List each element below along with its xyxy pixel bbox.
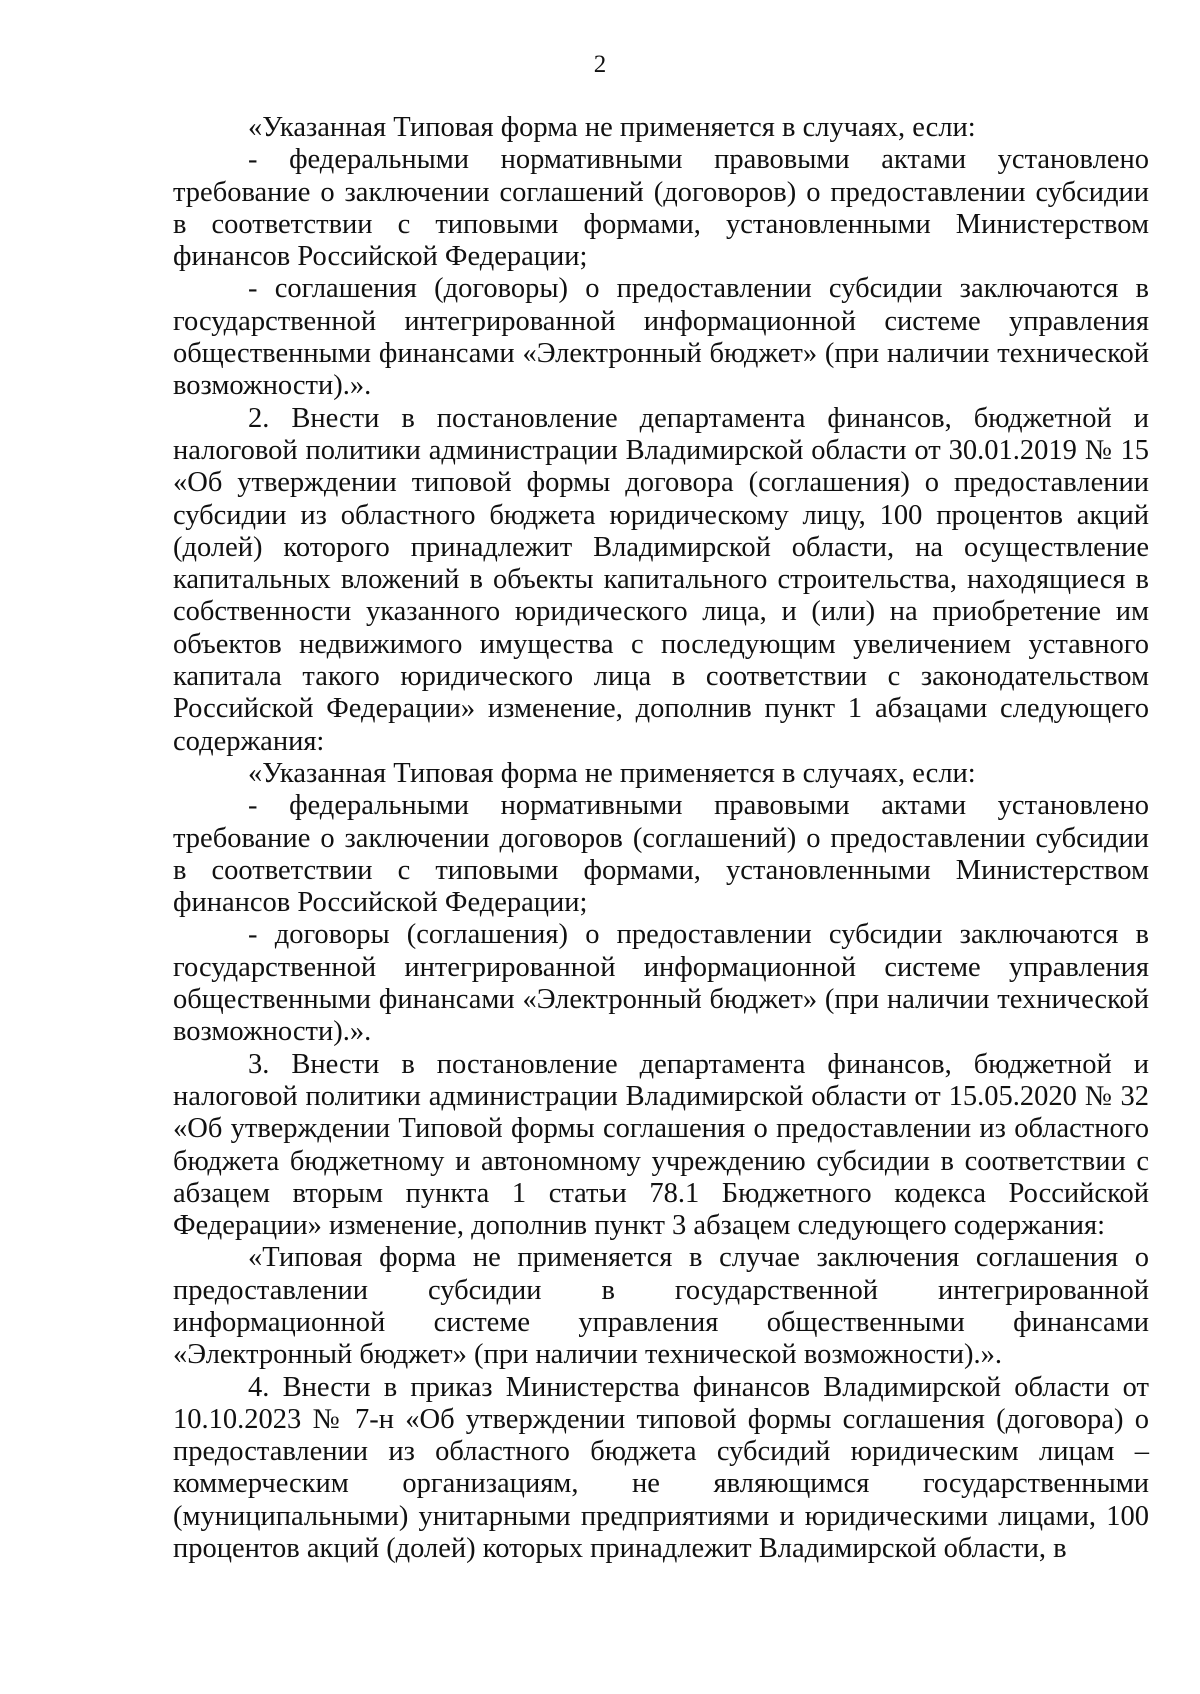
document-body xyxy=(173,112,1149,1565)
paragraph-exception-electronic-budget-1: - соглашения (договоры) о предоставлении субсидии заключаются в государственной интегрированной информационной системе управления общественными финансами «Электронный бюджет» (при наличии технической возможности).». xyxy=(173,273,1149,402)
paragraph-item-2: 2. Внести в постановление департамента финансов, бюджетной и налоговой политики администрации Владимирской области от 30.01.2019 № 15 «Об утверждении типовой формы договора (соглашения) о предоставлении субсидии из областного бюджета юридическому лицу, 100 процентов акций (долей) которого принадлежит Владимирской области, на осуществление капитальных вложений в объекты капитального строительства, находящиеся в собственности указанного юридического лица, и (или) на приобретение им объектов недвижимого имущества с последующим увеличением уставного капитала такого юридического лица в соответствии с законодательством Российской Федерации» изменение, дополнив пункт 1 абзацами следующего содержания: xyxy=(173,402,1149,757)
paragraph-exception-intro-1: «Указанная Типовая форма не применяется в случаях, если: xyxy=(248,112,976,143)
paragraph-exception-intro-2: «Указанная Типовая форма не применяется в случаях, если: xyxy=(248,757,976,789)
paragraph-exception-federal-acts-1: - федеральными нормативными правовыми актами установлено требование о заключении соглашений (договоров) о предоставлении субсидии в соответствии с типовыми формами, установленными Министерством финансов Российской Федерации; xyxy=(173,144,1149,273)
paragraph-exception-federal-acts-2: - федеральными нормативными правовыми актами установлено требование о заключении договоров (соглашений) о предоставлении субсидии в соответствии с типовыми формами, установленными Министерством финансов Российской Федерации; xyxy=(173,790,1149,919)
paragraph-item-4: 4. Внести в приказ Министерства финансов Владимирской области от 10.10.2023 № 7-н «Об утверждении типовой формы соглашения (договора) о предоставлении из областного бюджета субсидий юридическим лицам – коммерческим организациям, не являющимся государственными (муниципальными) унитарными предприятиями и юридическими лицами, 100 процентов акций (долей) которых принадлежит Владимирской области, в xyxy=(173,1371,1149,1565)
paragraph-typical-form-exception: «Типовая форма не применяется в случае заключения соглашения о предоставлении субсидии в государственной интегрированной информационной системе управления общественными финансами «Электронный бюджет» (при наличии технической возможности).». xyxy=(173,1242,1149,1371)
paragraph-exception-electronic-budget-2: - договоры (соглашения) о предоставлении субсидии заключаются в государственной интегрированной информационной системе управления общественными финансами «Электронный бюджет» (при наличии технической возможности).». xyxy=(173,919,1149,1048)
paragraph-item-3: 3. Внести в постановление департамента финансов, бюджетной и налоговой политики администрации Владимирской области от 15.05.2020 № 32 «Об утверждении Типовой формы соглашения о предоставлении из областного бюджета бюджетному и автономному учреждению субсидии в соответствии с абзацем вторым пункта 1 статьи 78.1 Бюджетного кодекса Российской Федерации» изменение, дополнив пункт 3 абзацем следующего содержания: xyxy=(173,1048,1149,1242)
page-number: 2 xyxy=(593,51,607,78)
